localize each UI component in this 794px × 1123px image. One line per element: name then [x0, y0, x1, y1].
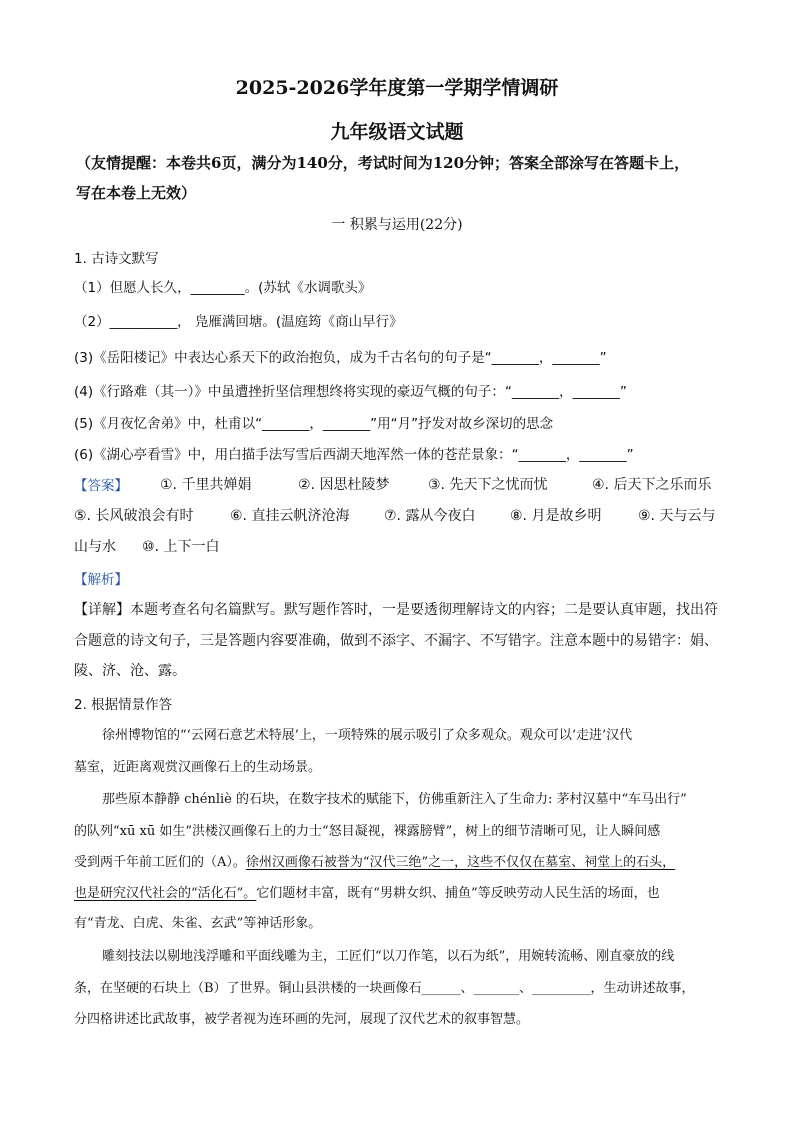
answer-item: ③. 先天下之忧而忧	[428, 477, 548, 493]
detail-line: 陵、济、沧、露。	[74, 663, 186, 679]
question-item: (6)《湖心亭看雪》中，用白描手法写雪后西湖天地浑然一体的苍茫景象：“_______，_______”	[74, 447, 634, 463]
question-item: (3)《岳阳楼记》中表达心系天下的政治抱负，成为千古名句的句子是“_______，_______”	[74, 350, 607, 366]
answer-item: 山与水	[74, 539, 116, 555]
answer-item: ⑨. 天与云与	[638, 508, 716, 524]
passage-line: 有“青龙、白虎、朱雀、玄武”等神话形象。	[74, 916, 322, 931]
answer-item: ①. 千里共婵娟	[160, 477, 252, 493]
answer-item: ④. 后天下之乐而乐	[592, 477, 712, 493]
page-subtitle: 九年级语文试题	[330, 121, 464, 143]
passage-line: 雕刻技法以剔地浅浮雕和平面线雕为主，工匠们“以刀作笔，以石为纸”，用婉转流畅、刚直豪放的线	[102, 949, 675, 964]
passage-line: 的队列“xū xū 如生”洪楼汉画像石上的力士“怒目凝视，裸露膀臂”，树上的细节清晰可见，让人瞬间感	[74, 824, 661, 839]
question-heading: 1. 古诗文默写	[74, 251, 159, 267]
passage-text: 它们题材丰富，既有“男耕女织、捕鱼”等反映劳动人民生活的场面，也	[256, 886, 660, 901]
passage-line: 条，在坚硬的石块上（B）了世界。铜山县洪楼的一块画像石______、_______、_________，生动讲述故事，	[74, 981, 695, 996]
answer-item: ⑩. 上下一白	[142, 539, 220, 555]
passage-line: 墓室，近距离观赏汉画像石上的生动场景。	[74, 760, 322, 775]
notice-line-1: （友情提醒：本卷共6页，满分为140分，考试时间为120分钟；答案全部涂写在答题卡上，	[76, 154, 690, 172]
notice-line-2: 写在本卷上无效）	[76, 184, 197, 202]
question-item: （2）__________， 凫雁满回塘。(温庭筠《商山早行》	[74, 314, 403, 330]
passage-line: 徐州博物馆的“‘云网石意艺术特展’上，一项特殊的展示吸引了众多观众。观众可以‘走进’汉代	[102, 728, 633, 743]
question-item: （1）但愿人长久，________。(苏轼《水调歌头》	[74, 280, 372, 296]
question-heading: 2. 根据情景作答	[74, 697, 173, 713]
answer-item: ②. 因思杜陵梦	[298, 477, 390, 493]
answer-item: ⑦. 露从今夜白	[384, 508, 476, 524]
detail-line: 【详解】本题考查名句名篇默写。默写题作答时，一是要透彻理解诗文的内容；二是要认真审题，找出符	[74, 602, 718, 618]
answer-item: ⑧. 月是故乡明	[510, 508, 602, 524]
page-title: 2025-2026学年度第一学期学情调研	[235, 77, 559, 99]
underlined-sentence: 徐州汉画像石被誉为“汉代三绝”之一，这些不仅仅在墓室、祠堂上的石头，	[245, 855, 676, 870]
passage-line	[74, 851, 675, 870]
passage-line: 分四格讲述比武故事，被学者视为连环画的先河，展现了汉代艺术的叙事智慧。	[74, 1012, 530, 1027]
underlined-sentence: 也是研究汉代社会的“活化石”。	[74, 886, 257, 901]
passage-text: 受到两千年前工匠们的（A）。	[74, 855, 246, 870]
question-item: (4)《行路难（其一）》中虽遭挫折坚信理想终将实现的豪迈气概的句子：“_______，_______”	[74, 384, 627, 400]
section-title: 一 积累与运用(22分)	[331, 217, 463, 233]
analysis-label: 【解析】	[74, 572, 128, 588]
passage-line: 那些原本静静 chénliè 的石块，在数字技术的赋能下，仿佛重新注入了生命力: 茅村汉墓中“车马出行”	[102, 792, 687, 807]
answer-item: ⑤. 长风破浪会有时	[74, 508, 194, 524]
question-item: (5)《月夜忆舍弟》中，杜甫以“_______，_______”用“月”抒发对故乡深切的思念	[74, 416, 554, 432]
answer-item: ⑥. 直挂云帆济沧海	[230, 508, 350, 524]
detail-line: 合题意的诗文句子，三是答题内容要准确，做到不添字、不漏字、不写错字。注意本题中的易错字：娟、	[74, 633, 718, 649]
answer-label: 【答案】	[74, 478, 128, 494]
passage-line	[74, 882, 660, 901]
